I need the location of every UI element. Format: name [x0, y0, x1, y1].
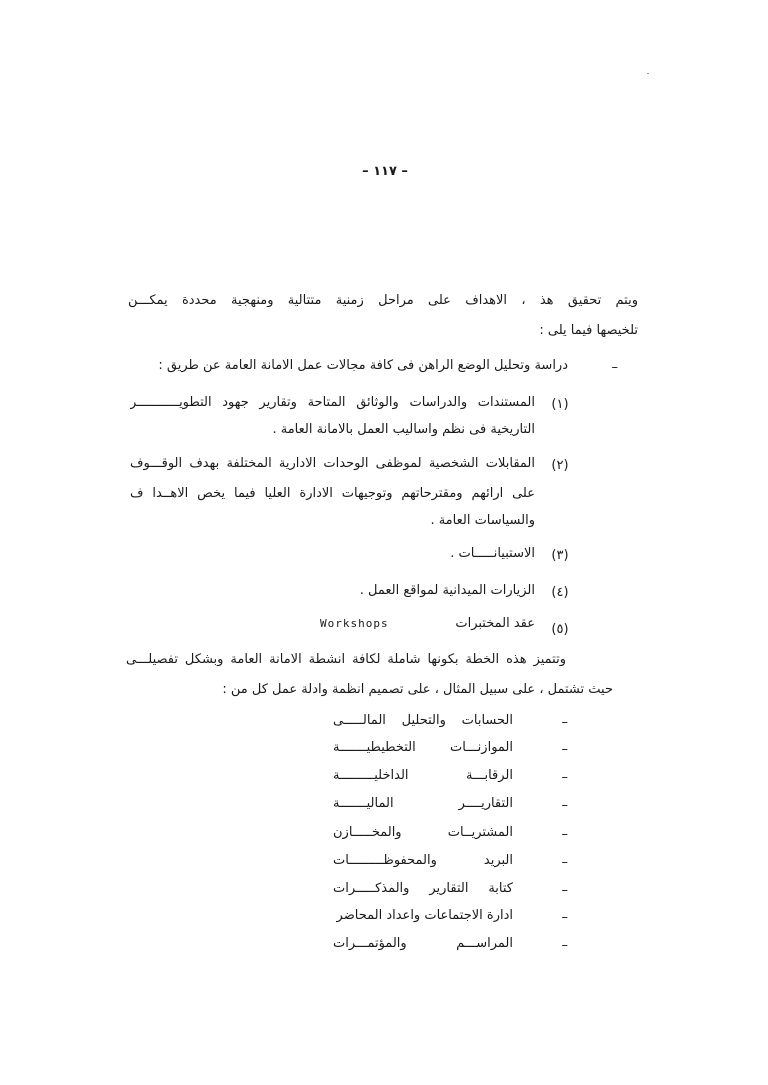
item-number-2: (٢) [551, 458, 569, 473]
study-dash: – [611, 360, 618, 375]
item-5-text: عقد المختبرات [455, 616, 535, 631]
area-item: الموازنـــات التخطيطيـــــــة [333, 740, 513, 755]
area-dash: – [561, 798, 568, 813]
item-number-4: (٤) [551, 585, 569, 600]
page-number: – ١١٧ – [362, 164, 408, 179]
item-number-5: (٥) [551, 622, 569, 637]
area-dash: – [561, 715, 568, 730]
intro-line-1: ويتم تحقيق هذ ، الاهداف على مراحل زمنية متتالية ومنهجية محددة يمكـــن [128, 293, 638, 308]
item-2-line-1: المقابلات الشخصية لموظفى الوحدات الادارية المختلفة بهدف الوقـــوف [130, 456, 535, 471]
item-4-text: الزيارات الميدانية لمواقع العمل . [359, 583, 535, 598]
item-2-line-3: والسياسات العامة . [430, 513, 535, 528]
area-item: ادارة الاجتماعات واعداد المحاضر [336, 908, 513, 923]
item-1-line-2: التاريخية فى نظم واساليب العمل بالامانة العامة . [272, 422, 535, 437]
area-item: كتابة التقارير والمذكـــــرات [333, 881, 513, 896]
area-item: الحسابات والتحليل المالـــــى [333, 713, 513, 728]
item-2-line-2: على ارائهم ومقترحاتهم وتوجيهات الادارة العليا فيما يخص الاهــدا ف [130, 486, 535, 501]
study-text: دراسة وتحليل الوضع الراهن فى كافة مجالات عمل الامانة العامة عن طريق : [158, 358, 568, 373]
item-1-line-1: المستندات والدراسات والوثائق المتاحة وتقارير جهود التطويـــــــــــر [130, 395, 535, 410]
area-dash: – [561, 883, 568, 898]
scan-speck [647, 73, 649, 74]
intro-line-2: تلخيصها فيما يلى : [539, 323, 638, 338]
area-dash: – [561, 910, 568, 925]
area-item: المراســـم والمؤتمـــرات [333, 936, 513, 951]
plan-line-1: وتتميز هذه الخطة بكونها شاملة لكافة انشطة الامانة العامة وبشكل تفصيلـــى [126, 652, 566, 667]
area-dash: – [561, 742, 568, 757]
area-dash: – [561, 827, 568, 842]
plan-line-2: حيث تشتمل ، على سبيل المثال ، على تصميم انظمة وادلة عمل كل من : [222, 682, 613, 697]
area-item: البريد والمحفوظـــــــــات [333, 853, 513, 868]
item-number-3: (٣) [551, 548, 569, 563]
area-item: المشتريــات والمخـــــازن [333, 825, 513, 840]
item-5-latin-term: Workshops [320, 617, 389, 630]
item-3-text: الاستبيانـــــات . [450, 546, 535, 561]
area-dash: – [561, 938, 568, 953]
item-number-1: (١) [551, 397, 569, 412]
area-item: الرقابـــة الداخليـــــــــة [333, 768, 513, 783]
area-item: التقاريــــر الماليـــــــة [333, 796, 513, 811]
area-dash: – [561, 770, 568, 785]
area-dash: – [561, 855, 568, 870]
